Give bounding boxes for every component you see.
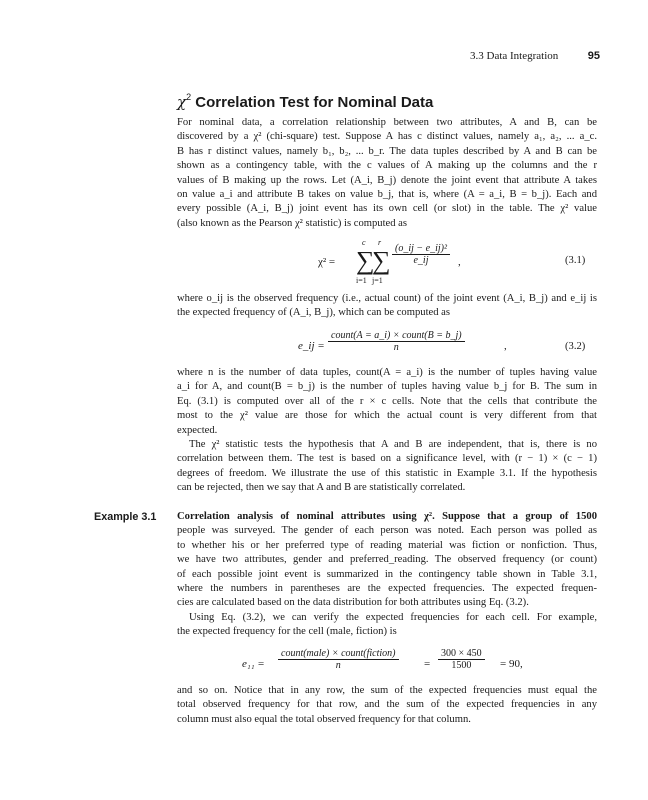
sum-symbol: ∑	[356, 246, 375, 275]
eq3-fraction-1	[278, 648, 399, 671]
header-section: 3.3 Data Integration	[470, 50, 559, 62]
eq1-fraction	[392, 243, 450, 266]
text-line: a_i for A, and count(B = b_j) is the number of tuples having value b_j for B. The sum in	[177, 381, 597, 393]
example-heading-line: Correlation analysis of nominal attributes using χ². Suppose that a group of 1500	[177, 511, 597, 522]
paragraph-hypothesis	[177, 438, 597, 496]
equation-3-2	[298, 330, 518, 362]
text-line: Using Eq. (3.2), we can verify the expected frequencies for each cell. For example,	[189, 611, 597, 623]
text-line: For nominal data, a correlation relationship between two attributes, A and B, can be	[177, 117, 597, 128]
text-line: B has r distinct values, namely b₁, b₂, ... b_r. The data tuples described by A and B can be	[177, 145, 597, 157]
sum-symbol: ∑	[372, 246, 391, 275]
paragraph-where-n	[177, 366, 597, 438]
eq3-numerator-1: count(male) × count(fiction)	[278, 648, 399, 660]
text-line: and so on. Notice that in any row, the sum of the expected frequencies must equal the	[177, 685, 597, 696]
page-number: 95	[587, 50, 600, 62]
text-line: we have two attributes, gender and preferred_reading. The observed frequency (or count)	[177, 554, 597, 566]
eq2-numerator: count(A = a_i) × count(B = b_j)	[328, 330, 465, 342]
eq2-tail: ,	[504, 340, 507, 352]
eq1-sum2-bot: j=1	[372, 276, 383, 285]
text-line: where the numbers in parentheses are the expected frequencies. The expected frequen-	[177, 583, 597, 595]
equation-number-3-2: (3.2)	[565, 341, 586, 352]
eq3-tail: = 90,	[500, 658, 523, 670]
text-line: every possible (A_i, B_j) joint event has its own cell (or slot) in the table. The χ² value	[177, 203, 597, 215]
text-line: to whether his or her preferred type of reading material was fiction or nonfiction. Thus,	[177, 539, 597, 551]
text-line: values of B making up the rows. Let (A_i, B_j) denote the joint event that attribute A takes	[177, 174, 597, 186]
text-line: where o_ij is the observed frequency (i.e., actual count) of the joint event (A_i, B_j) and e_ij is	[177, 293, 597, 304]
example-label: Example 3.1	[94, 511, 157, 523]
text-line: cies are calculated based on the data distribution for both attributes using Eq. (3.2).	[177, 597, 529, 609]
eq1-denominator: e_ij	[413, 255, 429, 266]
text-line: people was surveyed. The gender of each person was noted. Each person was polled as	[177, 525, 597, 537]
title-chi: χ	[177, 93, 187, 111]
eq2-denominator: n	[393, 342, 399, 353]
text-line: total observed frequency for that row, and the sum of the expected frequencies in any	[177, 699, 597, 711]
equation-number-3-1: (3.1)	[565, 255, 586, 266]
eq3-mid: =	[424, 658, 431, 670]
eq3-fraction-2	[438, 648, 485, 671]
eq3-denominator-2: 1500	[451, 660, 472, 671]
paragraph-observed	[177, 292, 597, 321]
title-sup: 2	[186, 92, 192, 102]
text-line: the expected frequency of (A_i, B_j), which can be computed as	[177, 307, 450, 319]
text-line: (also known as the Pearson χ² statistic) is computed as	[177, 217, 408, 229]
text-line: the expected frequency for the cell (male, fiction) is	[177, 626, 397, 638]
text-line: degrees of freedom. We illustrate the use of this statistic in Example 3.1. If the hypothesis	[177, 467, 597, 479]
eq3-numerator-2: 300 × 450	[438, 648, 485, 660]
eq1-numerator: (o_ij − e_ij)²	[392, 243, 450, 255]
text-line: on value a_i and attribute B takes on value b_j, that is, where (A = a_i, B = b_j). Each and	[177, 189, 597, 201]
eq1-tail: ,	[458, 256, 461, 268]
paragraph-and-so-on	[177, 684, 597, 727]
text-line: of each possible joint event is summarized in the contingency table shown in Table 3.1,	[177, 568, 597, 580]
text-line: most to the χ² value are those for which the actual count is very different from that	[177, 410, 597, 422]
text-line: Eq. (3.1) is computed over all of the r × c cells. Note that the cells that contribute the	[177, 395, 597, 407]
running-header	[470, 50, 600, 64]
text-line: expected.	[177, 424, 218, 436]
eq3-lhs: e₁₁ =	[242, 658, 265, 670]
eq1-sum2-top: r	[378, 238, 382, 247]
text-line: can be rejected, then we say that A and B are statistically correlated.	[177, 482, 466, 494]
text-line: correlation between them. The test is based on a significance level, with (r − 1) × (c − 1)	[177, 453, 597, 465]
paragraph-intro	[177, 116, 597, 231]
text-line: shown as a contingency table, with the c values of A making up the columns and the r	[177, 160, 597, 172]
text-line: where n is the number of data tuples, count(A = a_i) is the number of tuples having value	[177, 367, 597, 378]
eq2-fraction	[328, 330, 465, 353]
text-line: column must also equal the total observed frequency for that column.	[177, 713, 471, 725]
equation-3-1	[318, 238, 468, 284]
eq1-sum1-top: c	[362, 238, 366, 247]
eq3-denominator-1: n	[335, 660, 341, 671]
equation-e11	[242, 648, 542, 680]
eq2-lhs: e_ij =	[298, 340, 325, 352]
example-body	[177, 510, 597, 640]
text-line: discovered by a χ² (chi-square) test. Suppose A has c distinct values, namely a₁, a₂, ... a_c.	[177, 131, 597, 143]
eq1-lhs: χ² =	[318, 256, 336, 268]
text-line: The χ² statistic tests the hypothesis that A and B are independent, that is, there is no	[189, 439, 597, 450]
eq1-sum1-bot: i=1	[356, 276, 367, 285]
section-title	[177, 92, 433, 111]
title-text: Correlation Test for Nominal Data	[191, 94, 434, 111]
